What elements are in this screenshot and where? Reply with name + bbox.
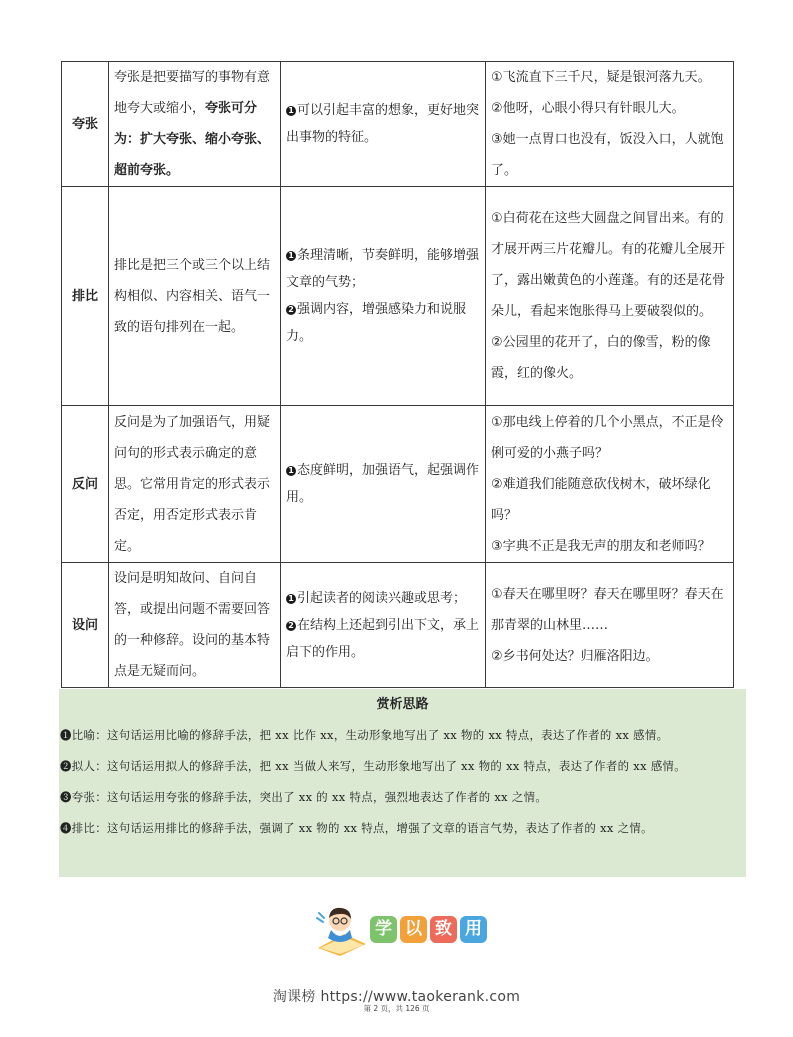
definition-cell [109,62,281,187]
study-logo [314,904,496,956]
logo-tiles [370,916,487,943]
rhetoric-name: 夸张 [62,62,109,187]
effect-cell [281,406,486,563]
logo-tile: 以 [400,916,427,943]
number-1-icon: 1 [286,106,296,116]
example-cell [486,62,734,187]
analysis-item [59,813,746,844]
analysis-box [59,689,746,877]
watermark: 淘课榜 https://www.taokerank.com [272,989,521,1005]
student-reading-icon [314,904,370,956]
number-1-icon: 1 [286,466,296,476]
analysis-text: 排比：这句话运用排比的修辞手法，强调了 xx 物的 xx 特点，增强了文章的语言气势，表达了作者的 xx 之情。 [71,821,653,835]
logo-tile: 致 [430,916,457,943]
effect-text: 条理清晰，节奏鲜明，能够增强文章的气势； [286,248,480,290]
rhetoric-name: 反问 [62,406,109,563]
analysis-text: 夸张：这句话运用夸张的修辞手法，突出了 xx 的 xx 特点，强烈地表达了作者的 xx 之情。 [71,790,548,804]
effect-text: 强调内容，增强感染力和说服力。 [286,302,467,344]
definition-cell: 排比是把三个或三个以上结构相似、内容相关、语气一致的语句排列在一起。 [109,187,281,406]
example-text: ③字典不正是我无声的朋友和老师吗？ [491,538,711,554]
example-text: ①白荷花在这些大圆盘之间冒出来。有的才展开两三片花瓣儿。有的花瓣儿全展开了，露出嫩黄色的小莲蓬。有的还是花骨朵儿，看起来饱胀得马上要破裂似的。 [491,211,726,319]
marker-3-icon: ❸ [60,790,72,804]
analysis-text: 拟人：这句话运用拟人的修辞手法，把 xx 当做人来写，生动形象地写出了 xx 物的 xx 特点，表达了作者的 xx 感情。 [71,759,687,773]
example-text: ②他呀，心眼小得只有针眼儿大。 [491,101,685,116]
analysis-item [59,782,746,813]
table-row [62,62,734,187]
analysis-item [59,751,746,782]
analysis-item [59,720,746,751]
analysis-text: 比喻：这句话运用比喻的修辞手法，把 xx 比作 xx，生动形象地写出了 xx 物的 xx 特点，表达了作者的 xx 感情。 [71,728,669,742]
rhetoric-name: 排比 [62,187,109,406]
marker-4-icon: ❹ [60,821,72,835]
rhetoric-table [61,61,734,688]
example-text: ②公园里的花开了，白的像雪，粉的像霞，红的像火。 [491,335,711,381]
rhetoric-name: 设问 [62,563,109,688]
page-number: 第 2 页，共 126 页 [363,1004,430,1013]
effect-text: 可以引起丰富的想象，更好地突出事物的特征。 [286,103,480,145]
table-row [62,187,734,406]
number-2-icon: 2 [286,305,296,315]
number-2-icon: 2 [286,621,296,631]
analysis-title: 赏析思路 [376,697,429,712]
effect-cell [281,187,486,406]
definition-cell: 反问是为了加强语气，用疑问句的形式表示确定的意思。它常用肯定的形式表示否定，用否定形式表示肯定。 [109,406,281,563]
definition-text: 夸张是把要描写的事物有意地夸大或缩小， [114,70,271,116]
example-text: ②难道我们能随意砍伐树木，破坏绿化吗？ [491,476,711,523]
effect-cell [281,62,486,187]
marker-2-icon: ❷ [60,759,72,773]
effect-text: 在结构上还起到引出下文，承上启下的作用。 [286,617,480,660]
marker-1-icon: ❶ [60,728,72,742]
example-text: ③她一点胃口也没有，饭没入口，人就饱了。 [491,132,724,178]
example-text: ①飞流直下三千尺，疑是银河落九天。 [491,70,711,85]
effect-text: 态度鲜明，加强语气，起强调作用。 [286,463,480,505]
logo-tile: 学 [370,916,397,943]
table-row [62,563,734,688]
example-cell [486,406,734,563]
example-text: ②乡书何处达？归雁洛阳边。 [491,648,659,664]
example-text: ①那电线上停着的几个小黑点，不正是伶俐可爱的小燕子吗？ [491,414,724,461]
table-row [62,406,734,563]
example-cell [486,187,734,406]
logo-tile: 用 [460,916,487,943]
effect-text: 引起读者的阅读兴趣或思考； [297,590,467,606]
example-text: ①春天在哪里呀？春天在哪里呀？春天在那青翠的山林里…… [491,586,724,633]
effect-cell [281,563,486,688]
definition-bold-text: 夸张可分为：扩大夸张、缩小夸张、超前夸张。 [114,101,271,178]
definition-cell: 设问是明知故问、自问自答，或提出问题不需要回答的一种修辞。设问的基本特点是无疑而问。 [109,563,281,688]
number-1-icon: 1 [286,594,296,604]
number-1-icon: 1 [286,251,296,261]
example-cell [486,563,734,688]
